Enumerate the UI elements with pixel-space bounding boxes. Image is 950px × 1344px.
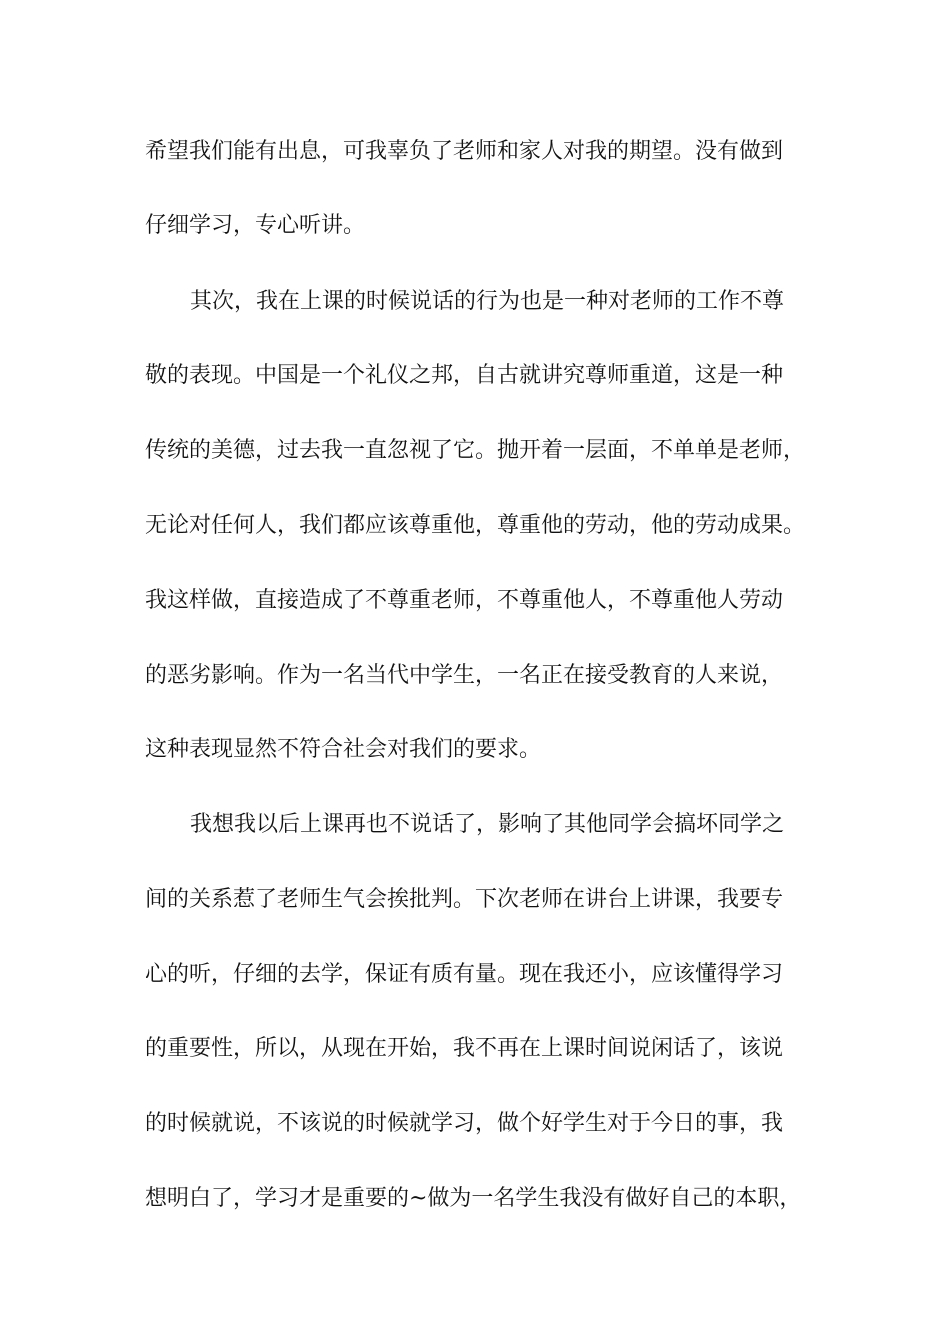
- paragraph-first-line: 我想我以后上课再也不说话了，影响了其他同学会搞坏同学之: [190, 812, 785, 837]
- text-line: 这种表现显然不符合社会对我们的要求。: [145, 737, 542, 762]
- text-line: 的重要性，所以，从现在开始，我不再在上课时间说闲话了，该说: [145, 1036, 784, 1061]
- text-line: 心的听，仔细的去学，保证有质有量。现在我还小，应该懂得学习: [145, 962, 784, 987]
- text-line: 间的关系惹了老师生气会挨批判。下次老师在讲台上讲课，我要专: [145, 887, 784, 912]
- text-line: 无论对任何人，我们都应该尊重他，尊重他的劳动，他的劳动成果。: [145, 513, 806, 538]
- text-line: 的时候就说，不该说的时候就学习，做个好学生对于今日的事，我: [145, 1111, 784, 1136]
- text-line: 敬的表现。中国是一个礼仪之邦，自古就讲究尊师重道，这是一种: [145, 363, 784, 388]
- paragraph-first-line: 其次，我在上课的时候说话的行为也是一种对老师的工作不尊: [190, 289, 785, 314]
- text-line: 我这样做，直接造成了不尊重老师，不尊重他人，不尊重他人劳动: [145, 588, 784, 613]
- text-line: 传统的美德，过去我一直忽视了它。抛开着一层面，不单单是老师，: [145, 438, 806, 463]
- text-line: 仔细学习，专心听讲。: [145, 213, 366, 238]
- text-line: 希望我们能有出息，可我辜负了老师和家人对我的期望。没有做到: [145, 139, 784, 164]
- text-line: 的恶劣影响。作为一名当代中学生，一名正在接受教育的人来说，: [145, 663, 784, 688]
- text-line: 想明白了，学习才是重要的~做为一名学生我没有做好自己的本职，: [145, 1186, 802, 1211]
